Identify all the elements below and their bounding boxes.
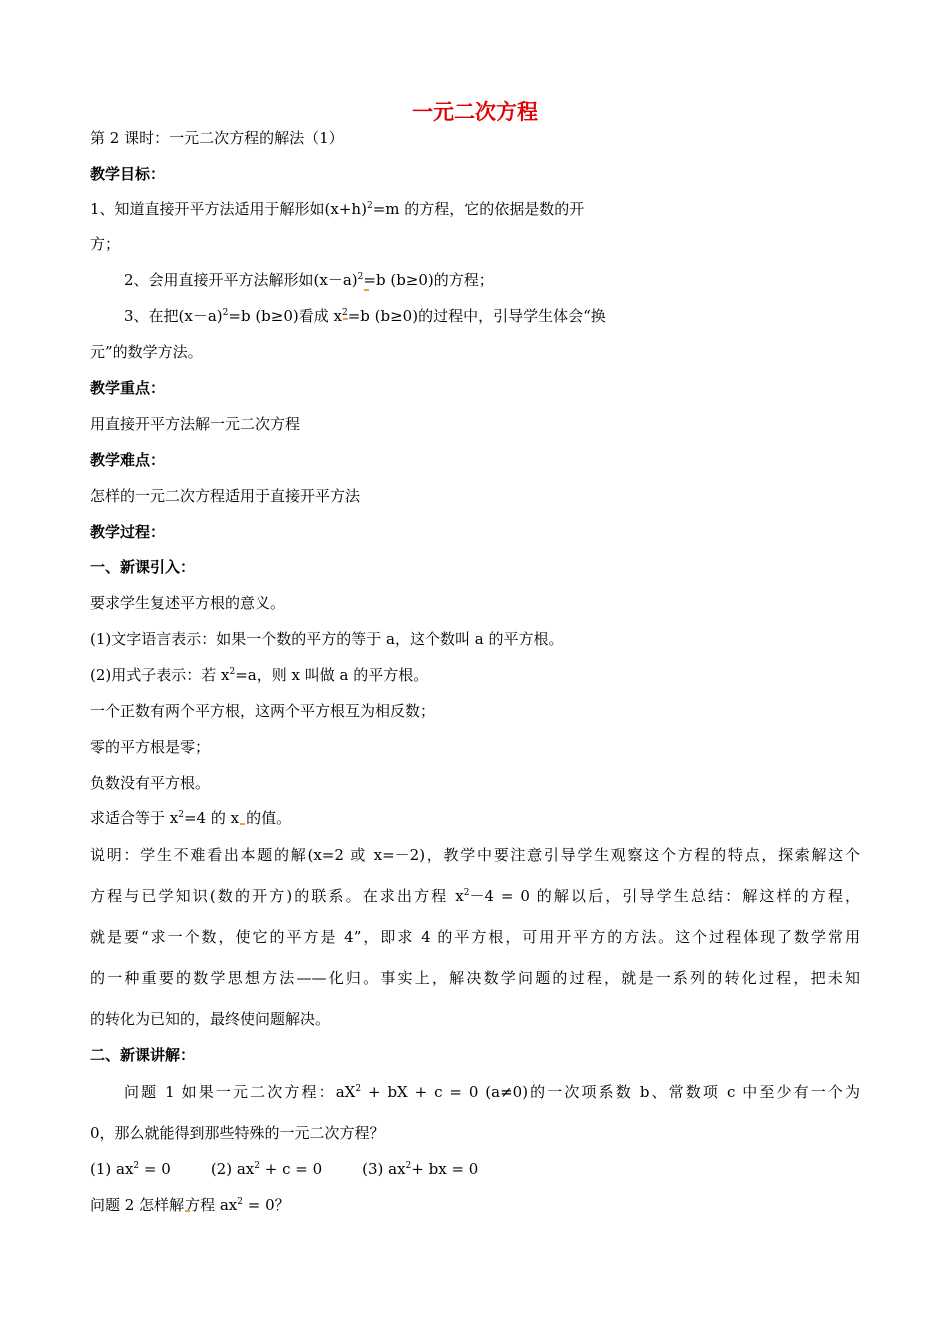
special-forms	[90, 1159, 478, 1179]
objective-1: 1、知道直接开平方法适用于解形如$(x+h)^2=m$ 的方程，它的依据是数的开	[90, 200, 585, 218]
intro-line-7: 求适合等于 $x^2=4$ 的 x 的值。	[90, 809, 292, 827]
lesson-subtitle: 第 2 课时：一元二次方程的解法（1）	[90, 129, 344, 147]
intro-line-3: (2)用式子表示：若 $x^2=a$，则 x 叫做 a 的平方根。	[90, 666, 429, 684]
process-heading: 教学过程：	[90, 523, 166, 541]
question-2: 问题 2 怎样解方程 $ax^2 = 0$？	[90, 1196, 290, 1214]
form-2: (2) $ax^2 + c = 0$	[210, 1160, 323, 1178]
explanation-line-1: 说明：学生不难看出本题的解(x=2 或 x=－2)，教学中要注意引导学生观察这个方程的特点，探索解这个	[90, 846, 860, 864]
intro-line-5: 零的平方根是零；	[90, 738, 211, 756]
objective-1-cont: 方；	[90, 235, 121, 253]
form-1: (1) $ax^2 = 0$	[90, 1160, 171, 1178]
objectives-heading: 教学目标：	[90, 165, 166, 183]
intro-line-1: 要求学生复述平方根的意义。	[90, 594, 286, 612]
key-text: 用直接开平方法解一元二次方程	[90, 415, 301, 433]
difficulty-text: 怎样的一元二次方程适用于直接开平方法	[90, 487, 361, 505]
objective-3-cont: 元”的数学方法。	[90, 343, 203, 361]
difficulty-heading: 教学难点：	[90, 451, 166, 469]
explanation-line-3: 就是要“求一个数，使它的平方是 4”，即求 4 的平方根，可用开平方的方法。这个过程体现了数学常用	[90, 928, 860, 946]
explanation-line-2: 方程与已学知识(数的开方)的联系。在求出方程 $x^2-4 = 0$ 的解以后，引导学生总结：解这样的方程，	[90, 887, 861, 905]
objective-2: 2、会用直接开平方法解形如$(x-a)^2=b$ (b≥0)的方程；	[124, 271, 494, 289]
form-3: (3) $ax^2+$ bx = 0	[362, 1160, 479, 1178]
objective-3: 3、在把$(x-a)^2=b$ (b≥0)看成 $x^2=b$ (b≥0)的过程中，引导学生体会“换	[124, 307, 606, 325]
document-title: 一元二次方程	[412, 100, 538, 124]
explanation-line-4: 的一种重要的数学思想方法——化归。事实上，解决数学问题的过程，就是一系列的转化过程，把未知	[90, 969, 860, 987]
key-heading: 教学重点：	[90, 379, 166, 397]
question-1-cont: 0，那么就能得到那些特殊的一元二次方程？	[90, 1124, 385, 1142]
intro-line-4: 一个正数有两个平方根，这两个平方根互为相反数；	[90, 702, 436, 720]
section-1-heading: 一、新课引入：	[90, 558, 196, 576]
section-2-heading: 二、新课讲解：	[90, 1046, 196, 1064]
intro-line-6: 负数没有平方根。	[90, 774, 211, 792]
explanation-line-5: 的转化为已知的，最终使问题解决。	[90, 1010, 331, 1028]
intro-line-2: (1)文字语言表示：如果一个数的平方的等于 a，这个数叫 a 的平方根。	[90, 630, 564, 648]
question-1: 问题 1 如果一元二次方程：$aX^2$ + bX + c = 0 (a≠0)的一次项系数 b、常数项 c 中至少有一个为	[124, 1083, 861, 1101]
